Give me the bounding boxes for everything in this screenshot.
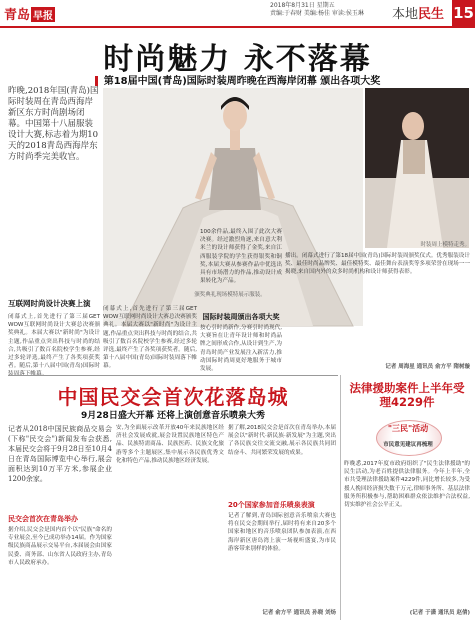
second-lead: 记者从2018中国民族商品交易会(下称"民交会")新闻发布会获悉,本届民交会将于9月28日至10月4日在青岛国际博览中心举行,展会面积达到10万平方米,参展企业1200余家。	[8, 425, 112, 483]
main-col-2a: 闭幕式上,首先进行了第三届GET WOW互联网时尚设计大赛总决赛颁奖典礼。本届大赛以"新时尚"为设计主题,作品重点突出科技与时尚的结合,共吸引了数百名院校学生参赛,经过多轮评选,最终产生了各奖项获奖者。随后,第十八届中国(青岛)国际时装周落下帷幕。	[103, 306, 197, 370]
badge-title: "三民"活动	[387, 424, 429, 433]
side-model-illustration	[365, 88, 469, 248]
logo-text-b: 早报	[31, 7, 55, 22]
logo-text-a: 青岛	[4, 8, 31, 23]
second-col-2: 安,为全面展示改革开放40年来民族地区经济社会发展成就,展会设置民族地区特色产品、民族特需商品、民族医药、民族文化旅游等多个主题展区,集中展示各民族优秀文化和特色产品,推动民族地区经济发展。	[116, 425, 224, 464]
side-byline: (记者 于潇 通讯员 赵倩)	[409, 610, 470, 616]
main-byline: 记者 周海星 通讯员 俞方平 隋树璇	[385, 364, 470, 370]
intro-paragraph: 昨晚,2018年国(青岛)国际时装周在青岛西海岸新区东方时尚剧场闭幕。中国第十八届服装设计大赛,标志着为期10天的2018青岛西海岸东方时尚季完美收官。	[8, 86, 99, 162]
photo-caption: 颁奖典礼现场模特展示服装。	[194, 292, 266, 298]
newspaper-logo	[4, 4, 55, 23]
main-col-4: 播出。闭幕式进行了第18届中国(青岛)国际时装周颁奖仪式。优秀服装设计奖、最佳时尚品牌奖、最佳模特奖、最佳舞台表演奖等多项荣誉在现场一一揭晓,来自国内外的众多时尚机构和设计师获得表彰。	[285, 253, 470, 276]
red-marker	[95, 76, 98, 86]
side-headline: 法律援助案件上半年受理4229件	[349, 381, 465, 409]
side-runway-photo	[365, 88, 469, 248]
main-col-3: 按心引时尚新作,分赛引时尚现代,大赛旨在让青年设计师和时尚品牌之间形成合作,从设计到生产,为青岛时尚产业发展注入新活力,推动国际时尚周更好地服务于城市发展。	[200, 325, 282, 373]
caption-title: 互联网时尚设计决赛上演	[8, 299, 91, 308]
page-number: 15	[452, 0, 475, 26]
second-col-4: 记者了解到,青岛国际创意音乐喷泉大赛也将在民交会期间举行,届时将有来自20多个国家和地区的音乐喷泉团队参加表演,在西海岸新区唐岛湾上演一场视听盛宴,为市民游客带来别样的体验。	[228, 513, 336, 552]
second-subheadline: 9月28日盛大开幕 还将上演创意音乐喷泉大秀	[81, 411, 265, 421]
main-subheadline-text: 第18届中国(青岛)国际时装周昨晚在西海岸闭幕 颁出各项大奖	[103, 76, 381, 87]
second-subhead-b: 20个国家参加音乐喷泉表演	[228, 501, 315, 509]
issue-date: 2018年8月31日 星期五	[270, 2, 335, 9]
main-col-2: 100余件品,最终入围了此次大赛决赛。经过激烈角逐,来自意大利米兰的设计师获得了金奖,来自江西服装学院的学生获得银奖和铜奖,本届大赛从参赛作品中优选出具有市场潜力的作品,推动设计成果转化为产品。	[200, 229, 282, 285]
second-headline: 中国民交会首次花落岛城	[57, 385, 289, 409]
section-title	[392, 3, 444, 22]
second-subhead-a: 民交会首次在青岛举办	[8, 515, 78, 523]
main-col-1: 闭幕式上,首先进行了第三届GET WOW互联网时尚设计大赛总决赛颁奖典礼。本届大赛以"新时尚"为设计主题,作品重点突出科技与时尚的结合,共吸引了数百名院校学生参赛,经过多轮评选,最终产生了各奖项获奖者。随后,第十八届中国(青岛)国际时	[8, 314, 100, 370]
column-divider	[340, 375, 341, 620]
badge-subtitle: 市民意见建议再梳理	[383, 442, 433, 448]
section-title-b: 民生	[418, 7, 445, 22]
side-body: 昨晚悉,2017年度市政府组织了"民生法律援助"的民生活动,为老百姓提供法律服务。今年上半年,全市共受理法律援助案件4229件,同比增长较多,为受援人挽回经济损失数千万元,律师事务所、基层法律服务所积极参与,帮助困难群众依法维护合法权益,切实维护社会公平正义。	[344, 461, 470, 509]
second-col-1: 据介绍,民交会是国内首个以"民族"命名的专业展会,至今已成功举办14届。作为国家级民族商品展示交易平台,本届展会由国家民委、商务部、山东省人民政府主办,青岛市人民政府承办。	[8, 527, 112, 566]
main-subhead-awards: 国际时装周颁出各项大奖	[202, 313, 280, 321]
second-col-3: 据了解,2018民交会是首次在青岛举办,本届展会以"新时代·新民族·新发展"为主题,突出了各民族交往交流交融,展示各民族共同团结奋斗、共同繁荣发展的成果。	[228, 425, 336, 456]
side-photo-caption: 时装周上模特走秀。	[420, 242, 470, 248]
section-divider	[8, 375, 338, 376]
editor-credits: 责编:于春财 美编:杨佳 审读:侯玉琳	[270, 10, 364, 17]
second-byline: 记者 俞方平 通讯员 孙晓 刘炀	[262, 610, 336, 616]
section-title-a: 本地	[392, 7, 419, 22]
issue-meta	[270, 2, 400, 18]
main-subheadline	[0, 72, 475, 87]
main-headline: 时尚魅力 永不落幕	[103, 42, 372, 77]
